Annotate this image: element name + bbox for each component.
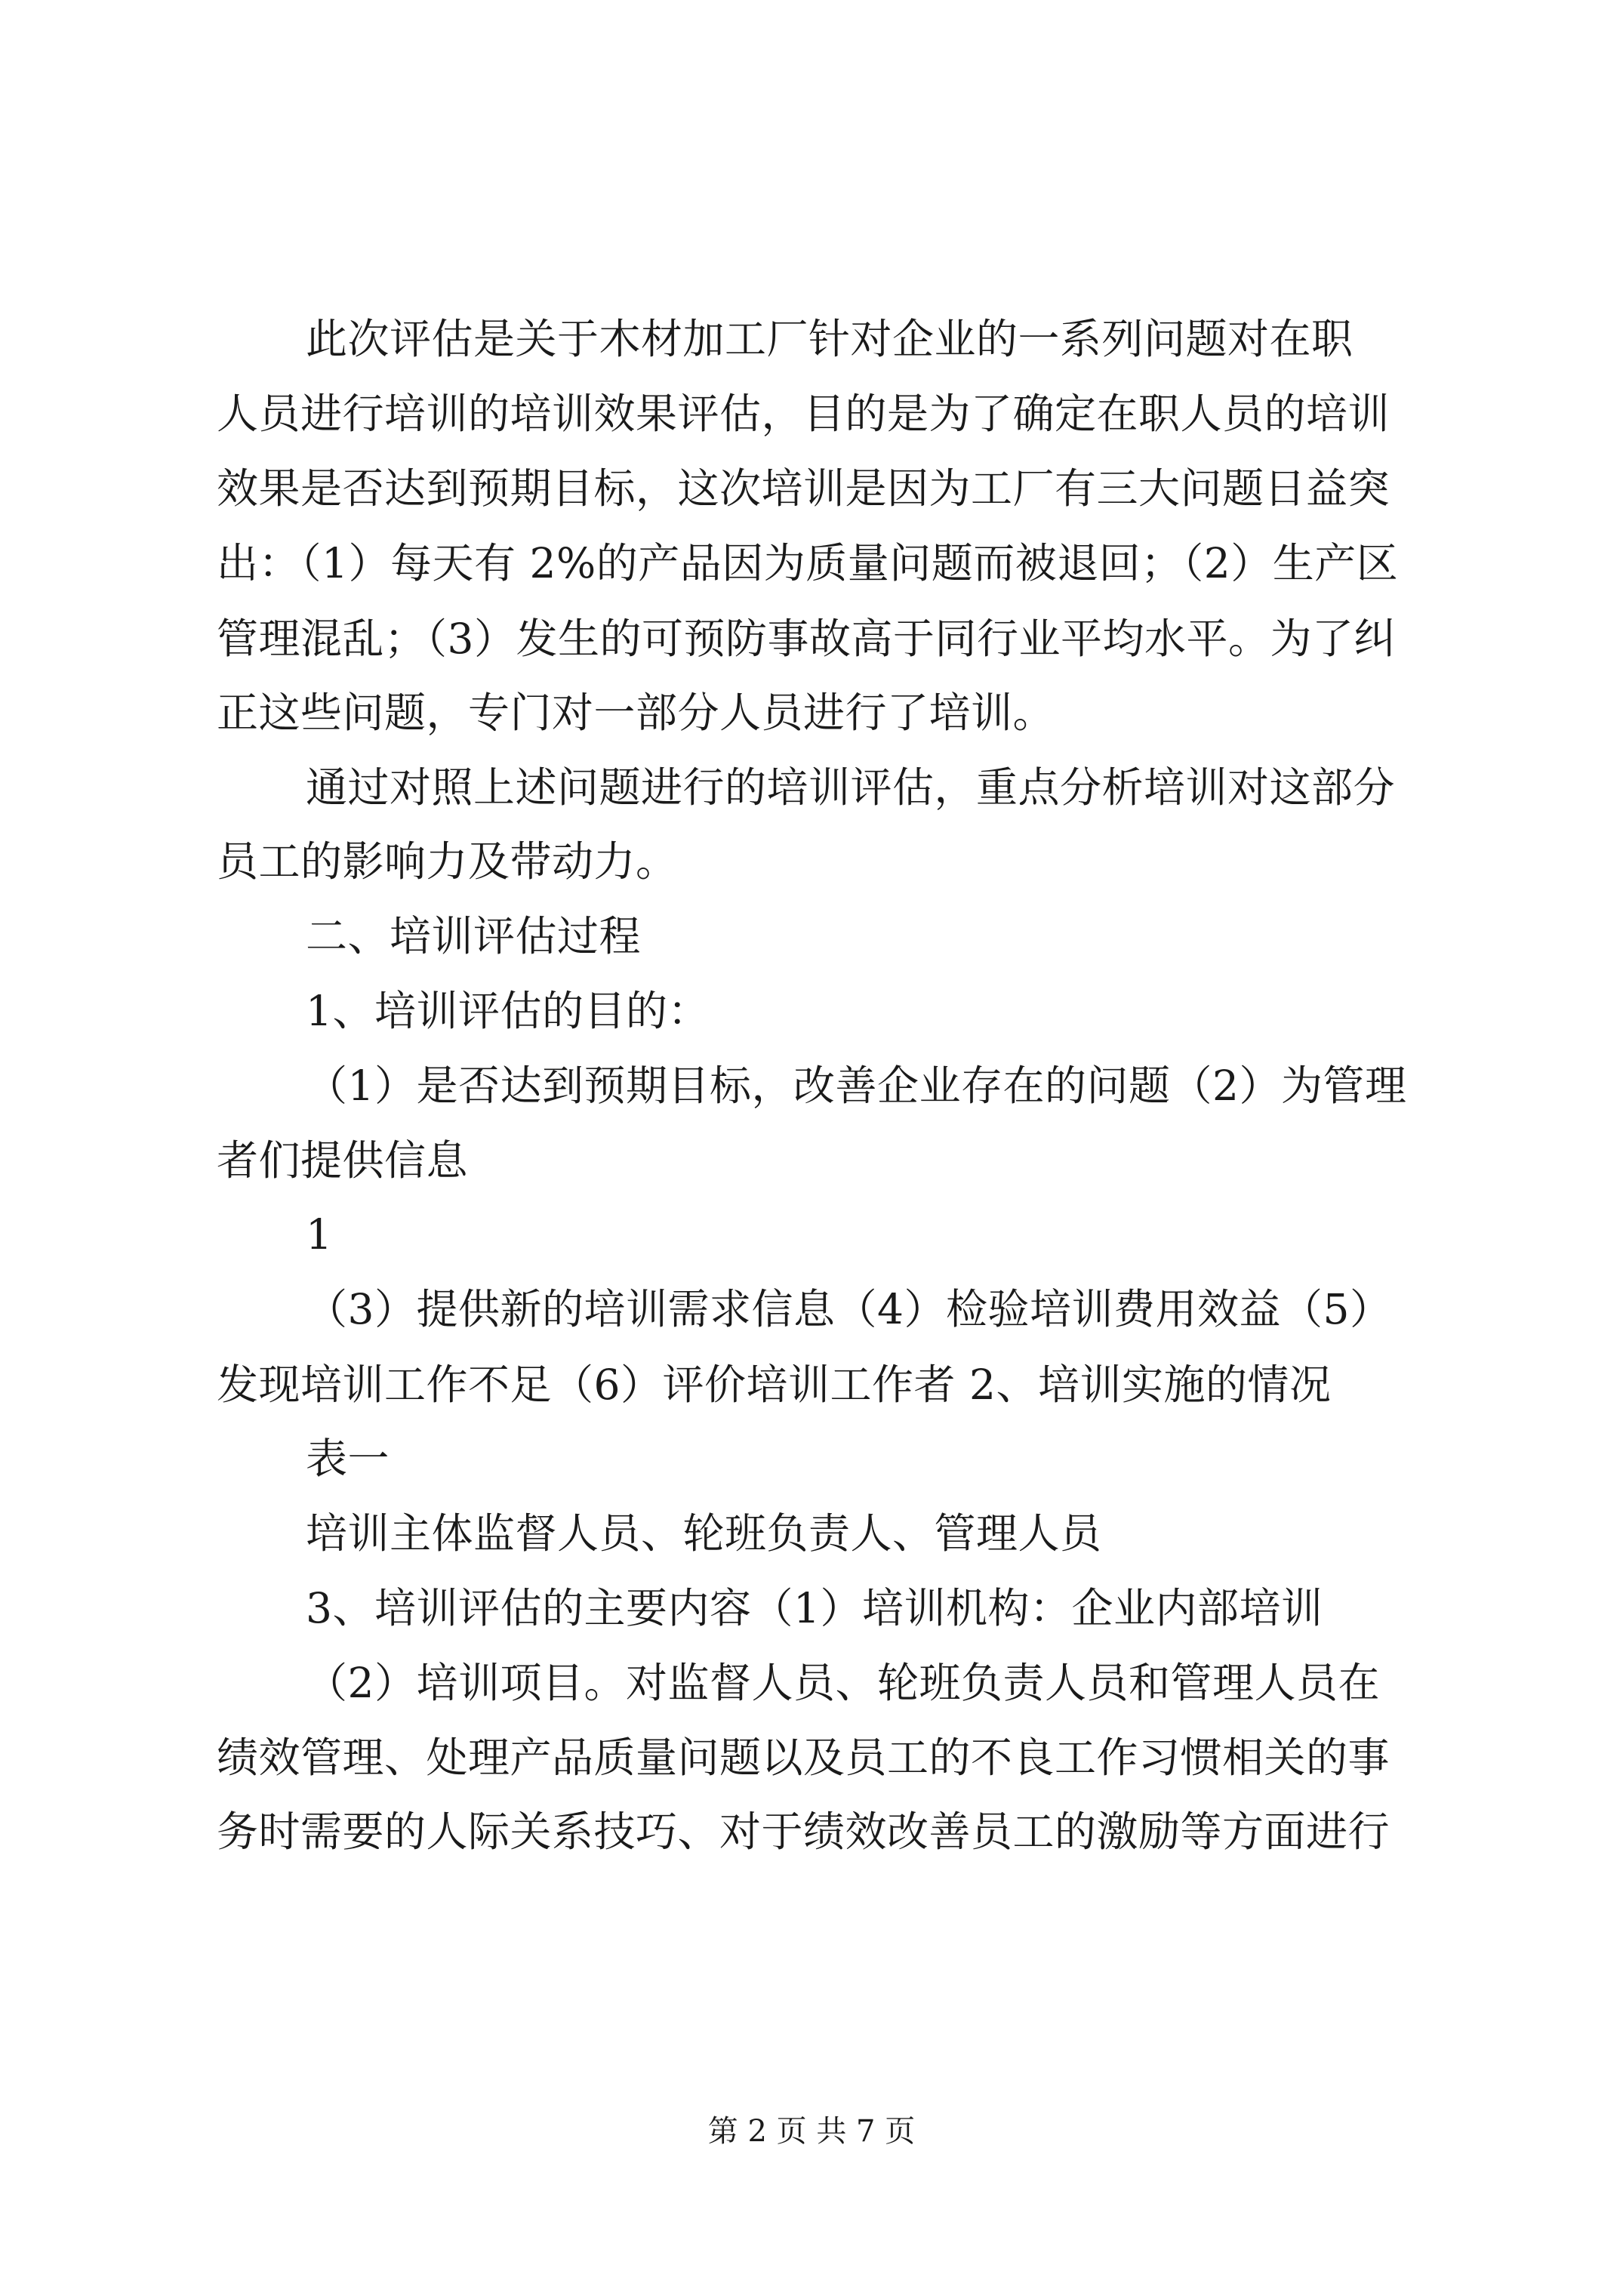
- body-line: 通过对照上述问题进行的培训评估，重点分析培训对这部分: [306, 763, 1396, 812]
- table-caption: 表一: [306, 1435, 390, 1483]
- body-line: 绩效管理、处理产品质量问题以及员工的不良工作习惯相关的事: [217, 1734, 1390, 1782]
- body-line: （2）培训项目。对监督人员、轮班负责人员和管理人员在: [306, 1659, 1380, 1707]
- body-line: 1: [306, 1210, 333, 1259]
- body-line: 管理混乱；（3）发生的可预防事故高于同行业平均水平。为了纠: [217, 615, 1396, 663]
- section-heading: 二、培训评估过程: [306, 912, 642, 960]
- subsection-heading: 1、培训评估的目的：: [306, 987, 710, 1035]
- body-line: 员工的影响力及带动力。: [217, 837, 678, 886]
- body-line: 发现培训工作不足（6）评价培训工作者 2、培训实施的情况: [217, 1361, 1332, 1409]
- page-number-footer: 第 2 页 共 7 页: [707, 2114, 916, 2149]
- body-line: 正这些问题，专门对一部分人员进行了培训。: [217, 689, 1055, 737]
- body-line: （3）提供新的培训需求信息（4）检验培训费用效益（5）: [306, 1285, 1392, 1333]
- body-line: 此次评估是关于木材加工厂针对企业的一系列问题对在职: [306, 315, 1354, 363]
- body-line: 者们提供信息: [217, 1136, 469, 1185]
- body-line: （1）是否达到预期目标，改善企业存在的问题（2）为管理: [306, 1062, 1407, 1110]
- body-line: 3、培训评估的主要内容（1）培训机构：企业内部培训: [306, 1584, 1323, 1632]
- body-line: 出：（1）每天有 2%的产品因为质量问题而被退回；（2）生产区: [217, 539, 1399, 587]
- body-line: 人员进行培训的培训效果评估，目的是为了确定在职人员的培训: [217, 390, 1390, 438]
- body-line: 效果是否达到预期目标，这次培训是因为工厂有三大问题日益突: [217, 464, 1390, 513]
- body-line: 务时需要的人际关系技巧、对于绩效改善员工的激励等方面进行: [217, 1808, 1390, 1856]
- body-line: 培训主体监督人员、轮班负责人、管理人员: [306, 1509, 1102, 1558]
